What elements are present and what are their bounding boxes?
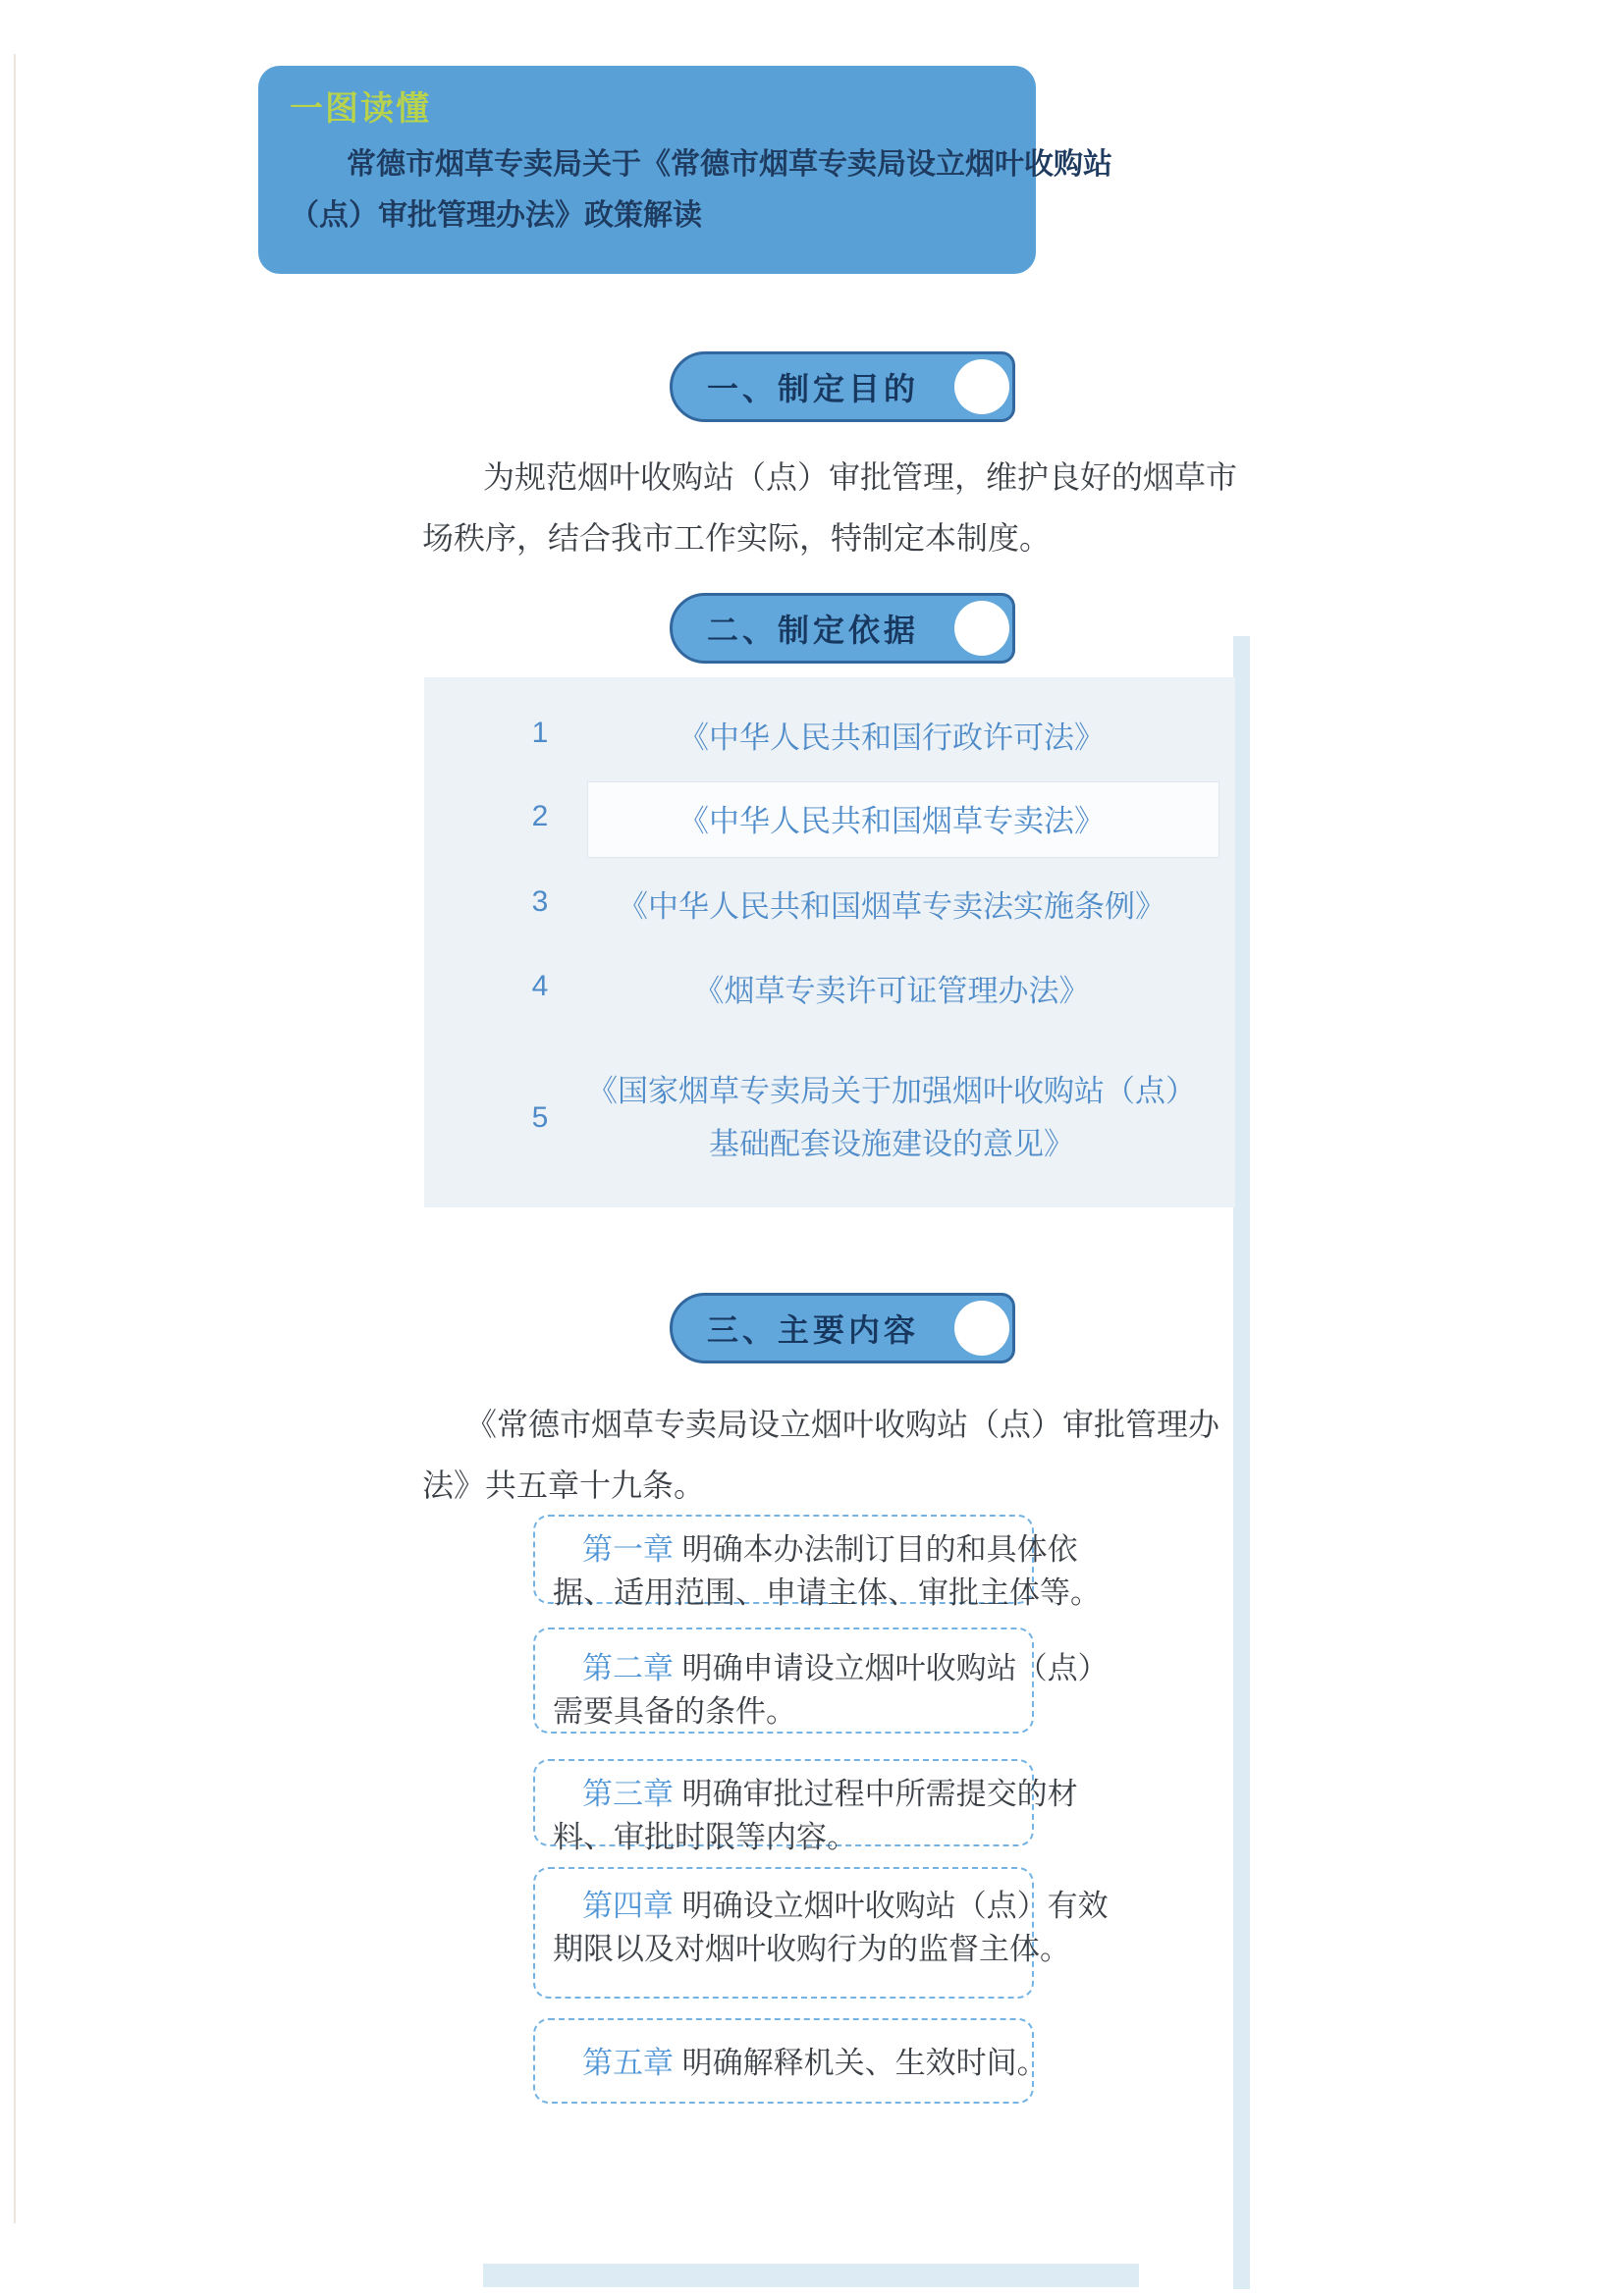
basis-item-link — [552, 1065, 1231, 1171]
section-pill-content-label: 三、主要内容 — [706, 1311, 919, 1349]
chapter-4-line2: 期限以及对烟叶收购行为的监督主体。 — [553, 1932, 1070, 1966]
chapter-4-line1: 明确设立烟叶收购站（点）有效 — [674, 1889, 1109, 1923]
chapter-3-line2: 料、审批时限等内容。 — [553, 1820, 857, 1854]
content-paragraph — [422, 1394, 1252, 1516]
chapter-4-label: 第四章 — [582, 1889, 674, 1923]
basis-item-number: 3 — [531, 885, 549, 918]
purpose-paragraph — [422, 447, 1252, 568]
chapter-2-line1: 明确申请设立烟叶收购站（点） — [674, 1651, 1109, 1685]
basis-item-5-line2: 基础配套设施建设的意见》 — [709, 1127, 1074, 1161]
chapter-box-1 — [533, 1515, 1101, 1610]
purpose-paragraph-line1: 为规范烟叶收购站（点）审批管理，维护良好的烟草市 — [483, 459, 1238, 495]
section-pill-purpose-label: 一、制定目的 — [706, 370, 919, 407]
chapter-3-label: 第三章 — [582, 1777, 674, 1811]
chapter-box-4 — [533, 1867, 1109, 1999]
basis-item-link: 《中华人民共和国烟草专卖法实施条例》 — [618, 889, 1165, 924]
scan-strip-bottom — [483, 2264, 1139, 2287]
chapter-5-label: 第五章 — [582, 2046, 674, 2080]
content-paragraph-line2: 法》共五章十九条。 — [422, 1468, 706, 1503]
basis-item-number: 1 — [531, 717, 549, 749]
basis-item-number: 5 — [531, 1101, 549, 1134]
document-title — [290, 139, 1112, 241]
chapter-2-line2: 需要具备的条件。 — [553, 1694, 796, 1729]
basis-item-link: 《中华人民共和国行政许可法》 — [678, 721, 1105, 755]
page-edge-line — [14, 54, 16, 2223]
chapter-box-3 — [533, 1759, 1078, 1854]
section-pill-basis — [670, 593, 1015, 664]
document-title-line1: 常德市烟草专卖局关于《常德市烟草专卖局设立烟叶收购站 — [347, 148, 1112, 181]
chapter-1-line2: 据、适用范围、申请主体、审批主体等。 — [553, 1575, 1101, 1610]
chapter-5-line1: 明确解释机关、生效时间。 — [674, 2046, 1048, 2080]
basis-item-link: 《烟草专卖许可证管理办法》 — [693, 974, 1090, 1008]
content-paragraph-line1: 《常德市烟草专卖局设立烟叶收购站（点）审批管理办 — [465, 1407, 1220, 1442]
read-in-one-picture-badge: 一图读懂 — [290, 90, 431, 128]
chapter-1-label: 第一章 — [582, 1532, 674, 1567]
section-pill-purpose — [670, 351, 1015, 422]
header-box — [258, 66, 1112, 274]
basis-item-5-line1: 《国家烟草专卖局关于加强烟叶收购站（点） — [587, 1074, 1196, 1108]
purpose-paragraph-line2: 场秩序，结合我市工作实际，特制定本制度。 — [422, 520, 1052, 556]
chapter-3-line1: 明确审批过程中所需提交的材 — [674, 1777, 1078, 1811]
basis-item-number: 4 — [531, 970, 549, 1002]
basis-item-link: 《中华人民共和国烟草专卖法》 — [678, 804, 1105, 838]
section-pill-basis-label: 二、制定依据 — [706, 612, 919, 649]
document-title-line2: （点）审批管理办法》政策解读 — [290, 199, 702, 232]
chapter-1-line1: 明确本办法制订目的和具体依 — [674, 1532, 1078, 1567]
basis-item-number: 2 — [531, 800, 549, 832]
chapter-2-label: 第二章 — [582, 1651, 674, 1685]
chapter-box-5 — [533, 2018, 1048, 2104]
section-pill-content — [670, 1293, 1015, 1363]
chapter-box-2 — [533, 1628, 1109, 1734]
